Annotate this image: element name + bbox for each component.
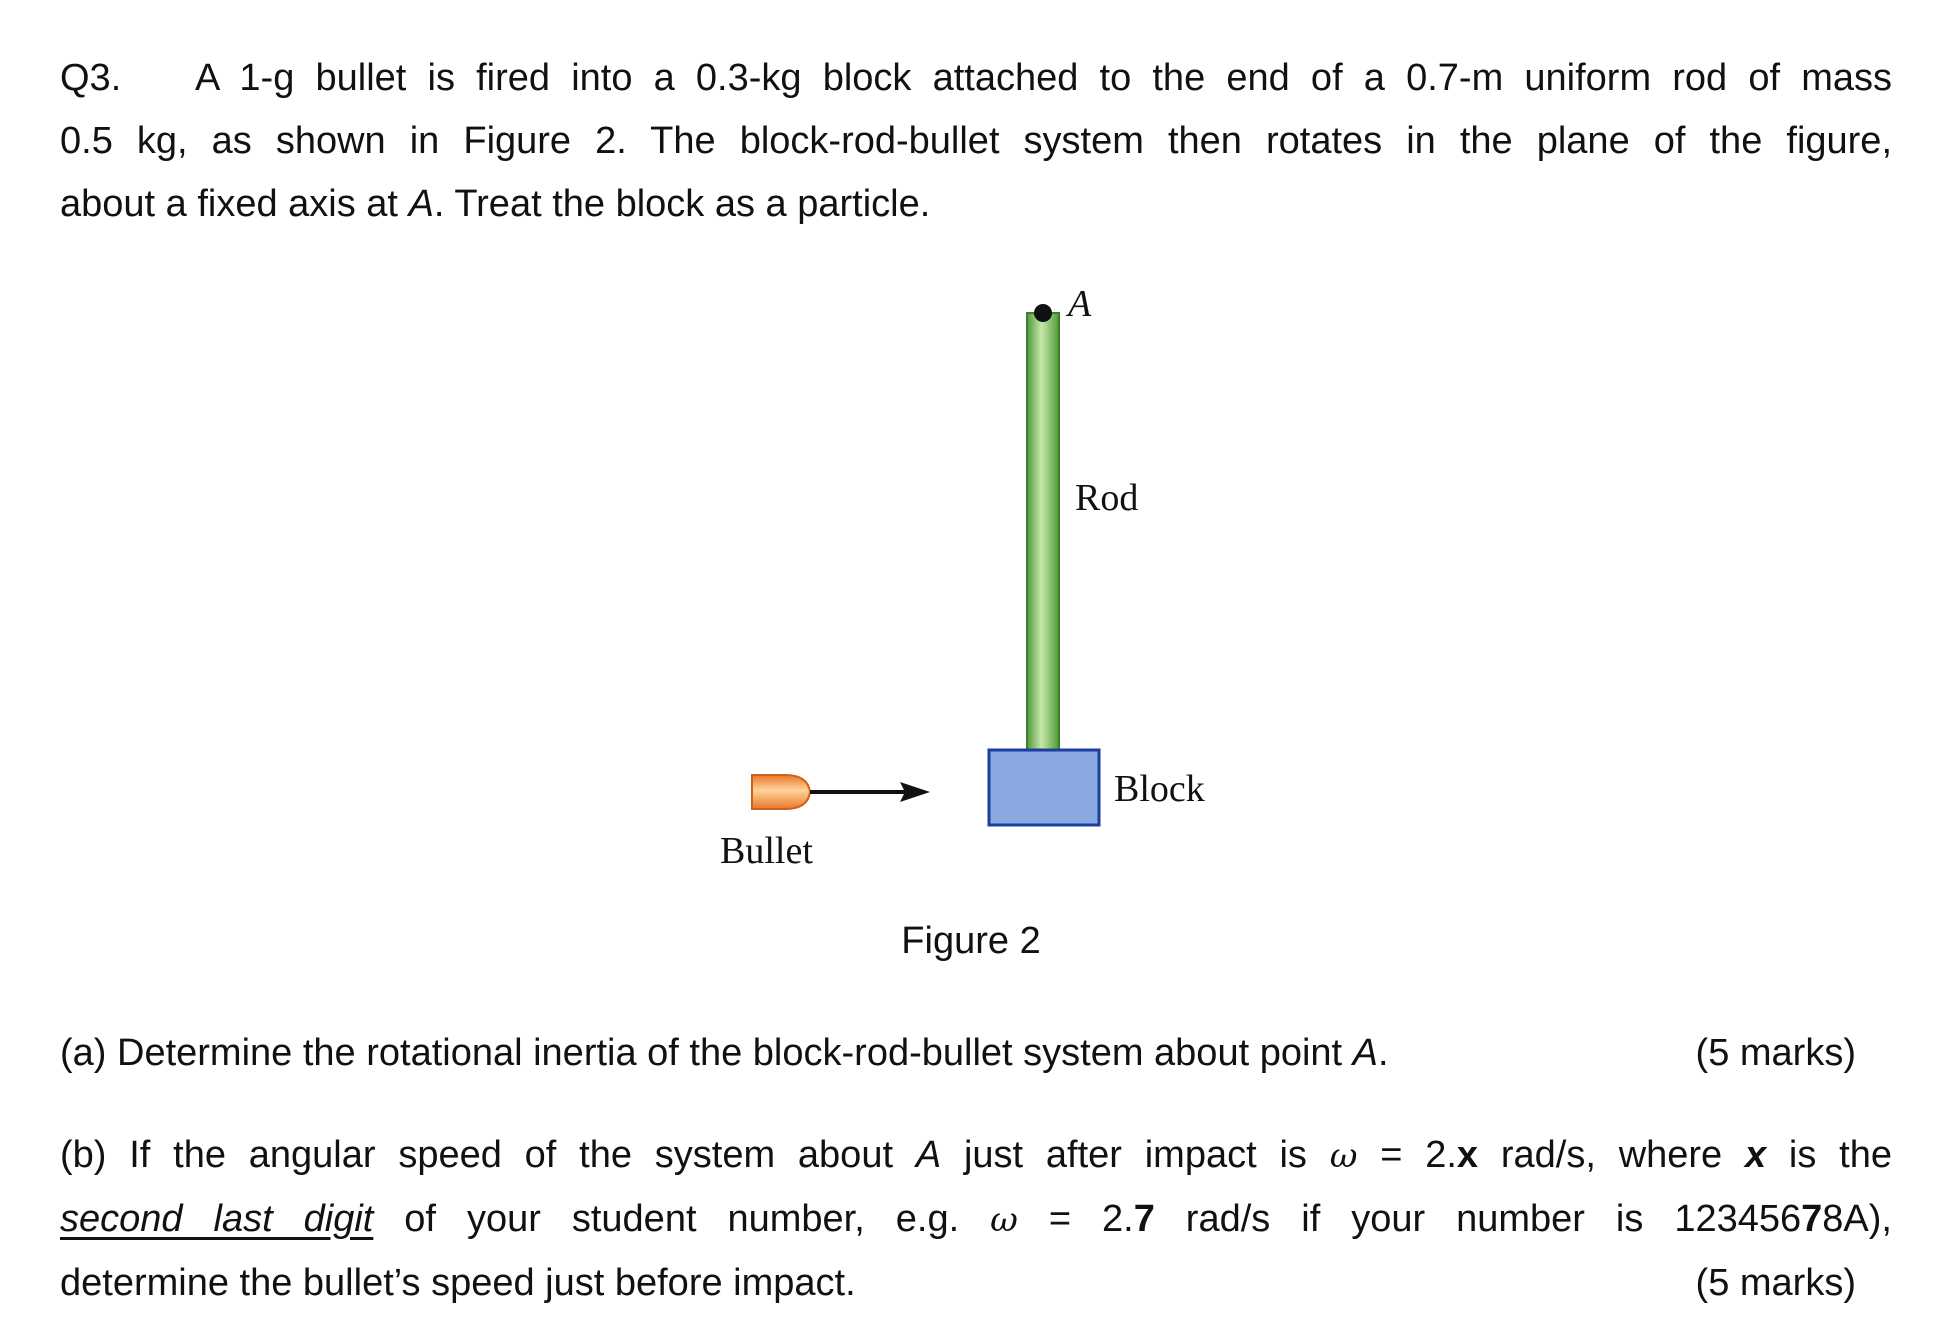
part-b-marks: (5 marks) [1695,1262,1856,1304]
question-number: Q3. [60,57,122,99]
bullet-label: Bullet [720,830,813,872]
figure-2 [0,270,1942,890]
bullet [752,775,810,809]
intro-line-2: 0.5 kg, as shown in Figure 2. The block-rod-bullet system then rotates in the plane of the figure, [60,120,1892,162]
part-a-marks: (5 marks) [1695,1032,1856,1074]
rod-label: Rod [1075,477,1139,519]
part-b-line-2: second last digit of your student number, e.g. ω = 2.7 rad/s if your number is 12345678A), [60,1198,1892,1240]
part-b-line-3: determine the bullet’s speed just before impact. (5 marks) [60,1252,1892,1315]
block-label: Block [1114,768,1205,810]
intro-line-1: Q3. A 1-g bullet is fired into a 0.3-kg block attached to the end of a 0.7-m uniform rod of mass [60,47,1892,110]
pivot-label: A [1068,283,1092,325]
pivot-point [1034,304,1052,322]
block [989,750,1099,825]
figure-caption: Figure 2 [901,920,1041,962]
rod [1027,313,1059,750]
question-intro [60,47,1892,236]
intro-line-3: about a fixed axis at A. Treat the block as a particle. [60,183,931,225]
part-b [60,1124,1892,1315]
part-a [60,1022,1892,1085]
part-a-text: (a) Determine the rotational inertia of the block-rod-bullet system about point A. [60,1032,1389,1074]
part-b-line-1: (b) If the angular speed of the system about A just after impact is ω = 2.x rad/s, where x is the [60,1134,1893,1176]
